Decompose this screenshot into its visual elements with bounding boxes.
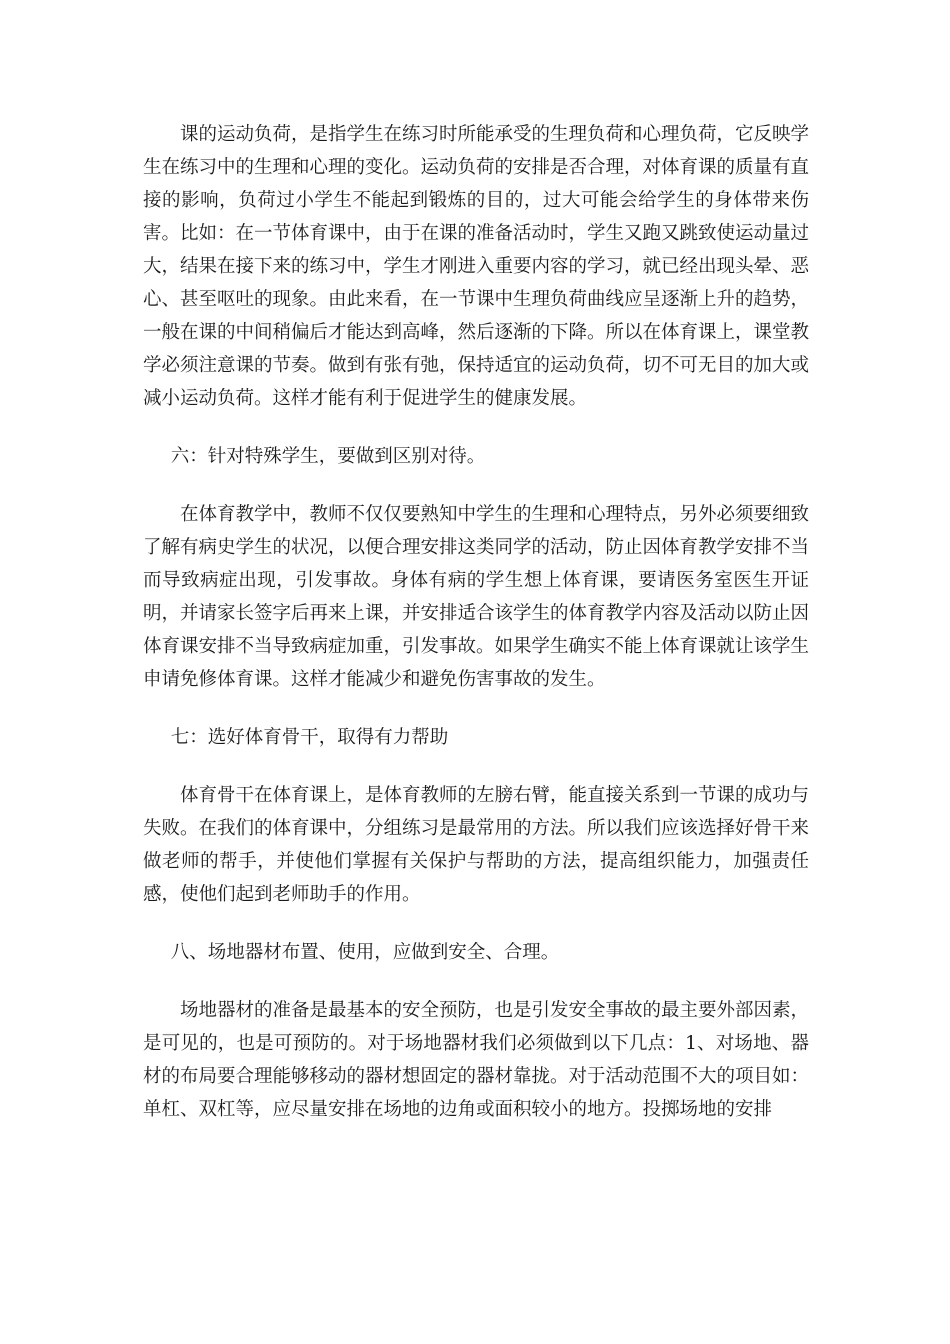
paragraph-spacer xyxy=(143,969,809,994)
paragraph-spacer xyxy=(143,911,809,936)
document-body xyxy=(143,118,809,1126)
paragraph-spacer xyxy=(143,754,809,779)
paragraph-spacer xyxy=(143,473,809,498)
section-heading-6: 六：针对特殊学生，要做到区别对待。 xyxy=(170,446,486,467)
paragraph-venue-equipment: 场地器材的准备是最基本的安全预防，也是引发安全事故的最主要外部因素，是可见的，也是可预防的。对于场地器材我们必须做到以下几点：1、对场地、器材的布局要合理能够移动的器材想固定的器材靠拢。对于活动范围不大的项目如：单杠、双杠等，应尽量安排在场地的边角或面积较小的地方。投掷场地的安排 xyxy=(143,1000,810,1120)
paragraph-sports-backbone: 体育骨干在体育课上，是体育教师的左膀右臂，能直接关系到一节课的成功与失败。在我们的体育课中，分组练习是最常用的方法。所以我们应该选择好骨干来做老师的帮手，并使他们掌握有关保护与帮助的方法，提高组织能力，加强责任感，使他们起到老师助手的作用。 xyxy=(143,785,810,905)
paragraph-spacer xyxy=(143,415,809,440)
paragraph-special-students: 在体育教学中，教师不仅仅要熟知中学生的生理和心理特点，另外必须要细致了解有病史学生的状况，以便合理安排这类同学的活动，防止因体育教学安排不当而导致病症出现，引发事故。身体有病的学生想上体育课，要请医务室医生开证明，并请家长签字后再来上课，并安排适合该学生的体育教学内容及活动以防止因体育课安排不当导致病症加重，引发事故。如果学生确实不能上体育课就让该学生申请免修体育课。这样才能减少和避免伤害事故的发生。 xyxy=(143,504,810,690)
section-heading-8: 八、场地器材布置、使用，应做到安全、合理。 xyxy=(170,942,560,963)
section-heading-7: 七：选好体育骨干，取得有力帮助 xyxy=(170,727,449,748)
paragraph-exercise-load: 课的运动负荷，是指学生在练习时所能承受的生理负荷和心理负荷，它反映学生在练习中的生理和心理的变化。运动负荷的安排是否合理，对体育课的质量有直接的影响，负荷过小学生不能起到锻炼的目的，过大可能会给学生的身体带来伤害。比如：在一节体育课中，由于在课的准备活动时，学生又跑又跳致使运动量过大，结果在接下来的练习中，学生才刚进入重要内容的学习，就已经出现头晕、恶心、甚至呕吐的现象。由此来看，在一节课中生理负荷曲线应呈逐渐上升的趋势，一般在课的中间稍偏后才能达到高峰，然后逐渐的下降。所以在体育课上，课堂教学必须注意课的节奏。做到有张有弛，保持适宜的运动负荷，切不可无目的加大或减小运动负荷。这样才能有利于促进学生的健康发展。 xyxy=(143,124,810,409)
paragraph-spacer xyxy=(143,696,809,721)
